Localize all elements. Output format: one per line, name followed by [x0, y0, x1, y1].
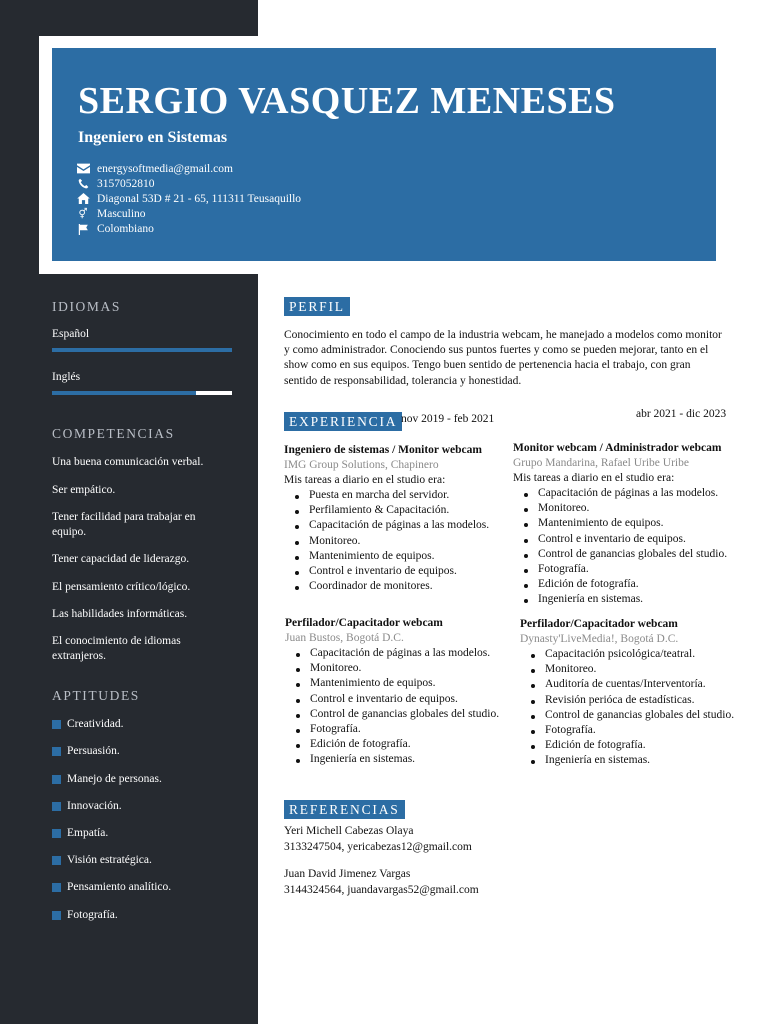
- job-description: Mis tareas a diario en el studio era:: [284, 474, 446, 486]
- home-icon: [76, 193, 90, 205]
- task-item: Ingeniería en sistemas.: [520, 753, 734, 768]
- aptitude-item: Visión estratégica.: [52, 854, 152, 866]
- reference-entry: [284, 867, 479, 898]
- reference-contact: 3144324564, juandavargas52@gmail.com: [284, 883, 479, 896]
- aptitude-item: Empatía.: [52, 827, 108, 839]
- reference-name: Yeri Michell Cabezas Olaya: [284, 825, 414, 837]
- task-item: Capacitación de páginas a las modelos.: [513, 486, 727, 501]
- task-item: Fotografía.: [520, 723, 734, 738]
- contact-text: Masculino: [97, 208, 146, 221]
- job-company: Dynasty'LiveMedia!, Bogotá D.C.: [520, 633, 679, 645]
- square-bullet-icon: [52, 720, 61, 729]
- job-title: Perfilador/Capacitador webcam: [520, 618, 678, 630]
- references-title: REFERENCIAS: [284, 800, 405, 819]
- languages-title: IDIOMAS: [52, 299, 121, 314]
- reference-contact: 3133247504, yericabezas12@gmail.com: [284, 840, 472, 853]
- language-level-bar: [52, 348, 232, 352]
- contact-list: [76, 161, 301, 237]
- job-role: Ingeniero en Sistemas: [78, 129, 228, 146]
- task-item: Edición de fotografía.: [513, 577, 727, 592]
- date-range: abr 2021 - dic 2023: [636, 408, 727, 420]
- header: [52, 48, 716, 261]
- date-range: nov 2019 - feb 2021: [401, 413, 495, 425]
- skills-title: COMPETENCIAS: [52, 426, 175, 441]
- task-item: Revisión perióca de estadísticas.: [520, 693, 734, 708]
- job-entry: [284, 442, 489, 594]
- skills-section: [52, 426, 175, 442]
- task-item: Control de ganancias globales del studio.: [285, 707, 499, 722]
- task-item: Monitoreo.: [285, 661, 499, 676]
- task-item: Capacitación de páginas a las modelos.: [284, 518, 489, 533]
- square-bullet-icon: [52, 883, 61, 892]
- aptitudes-section: [52, 688, 140, 704]
- skill-item: Las habilidades informáticas.: [52, 608, 188, 620]
- task-item: Fotografía.: [285, 722, 499, 737]
- task-item: Capacitación de páginas a las modelos.: [285, 646, 499, 661]
- flag-icon: [76, 223, 90, 235]
- task-item: Puesta en marcha del servidor.: [284, 488, 489, 503]
- job-description: Mis tareas a diario en el studio era:: [513, 472, 675, 484]
- job-company: Juan Bustos, Bogotá D.C.: [285, 632, 404, 644]
- aptitude-item: Pensamiento analítico.: [52, 881, 171, 893]
- contact-gender: [76, 207, 301, 222]
- contact-text: Diagonal 53D # 21 - 65, 111311 Teusaquillo: [97, 192, 302, 205]
- task-item: Ingeniería en sistemas.: [285, 752, 499, 767]
- contact-text: 3157052810: [97, 177, 155, 190]
- job-entry: [520, 616, 734, 769]
- square-bullet-icon: [52, 829, 61, 838]
- task-item: Auditoría de cuentas/Interventoría.: [520, 677, 734, 692]
- task-item: Edición de fotografía.: [520, 738, 734, 753]
- languages-section: [52, 299, 121, 315]
- task-item: Monitoreo.: [284, 534, 489, 549]
- aptitude-item: Innovación.: [52, 800, 122, 812]
- aptitude-item: Creatividad.: [52, 718, 124, 730]
- task-item: Ingeniería en sistemas.: [513, 592, 727, 607]
- contact-phone[interactable]: [76, 176, 301, 191]
- skill-item: El conocimiento de idiomas extranjeros.: [52, 635, 181, 662]
- experience-title: EXPERIENCIA: [284, 412, 402, 431]
- language-name: Inglés: [52, 371, 81, 383]
- profile-title: PERFIL: [284, 297, 350, 316]
- task-item: Mantenimiento de equipos.: [284, 549, 489, 564]
- job-title: Ingeniero de sistemas / Monitor webcam: [284, 444, 482, 456]
- task-list: [520, 647, 734, 769]
- skill-item: Ser empático.: [52, 484, 116, 496]
- aptitudes-title: APTITUDES: [52, 688, 140, 703]
- job-company: IMG Group Solutions, Chapinero: [284, 459, 439, 471]
- skill-item: Tener facilidad para trabajar en equipo.: [52, 511, 196, 538]
- task-list: [285, 646, 499, 768]
- task-item: Fotografía.: [513, 562, 727, 577]
- task-item: Control de ganancias globales del studio.: [513, 547, 727, 562]
- task-item: Edición de fotografía.: [285, 737, 499, 752]
- contact-text: Colombiano: [97, 223, 154, 236]
- task-item: Coordinador de monitores.: [284, 579, 489, 594]
- skill-item: El pensamiento crítico/lógico.: [52, 581, 191, 593]
- reference-entry: [284, 824, 472, 855]
- task-item: Mantenimiento de equipos.: [513, 516, 727, 531]
- task-item: Monitoreo.: [520, 662, 734, 677]
- job-entry: [285, 615, 499, 768]
- square-bullet-icon: [52, 747, 61, 756]
- aptitude-item: Manejo de personas.: [52, 773, 162, 785]
- task-list: [284, 488, 489, 594]
- task-item: Capacitación psicológica/teatral.: [520, 647, 734, 662]
- task-item: Control de ganancias globales del studio.: [520, 708, 734, 723]
- language-level-bar: [52, 391, 232, 395]
- job-title: Monitor webcam / Administrador webcam: [513, 442, 722, 454]
- task-item: Perfilamiento & Capacitación.: [284, 503, 489, 518]
- contact-text: energysoftmedia@gmail.com: [97, 162, 233, 175]
- aptitude-item: Fotografía.: [52, 909, 118, 921]
- job-title: Perfilador/Capacitador webcam: [285, 617, 443, 629]
- square-bullet-icon: [52, 911, 61, 920]
- full-name: SERGIO VASQUEZ MENESES: [78, 80, 616, 122]
- task-item: Mantenimiento de equipos.: [285, 676, 499, 691]
- language-name: Español: [52, 328, 90, 340]
- task-item: Control e inventario de equipos.: [513, 532, 727, 547]
- aptitude-item: Persuasión.: [52, 745, 120, 757]
- task-list: [513, 486, 727, 608]
- square-bullet-icon: [52, 856, 61, 865]
- contact-address: [76, 191, 301, 206]
- task-item: Control e inventario de equipos.: [284, 564, 489, 579]
- phone-icon: [76, 178, 90, 190]
- square-bullet-icon: [52, 802, 61, 811]
- contact-nationality: [76, 222, 301, 237]
- email-icon: [76, 163, 90, 175]
- reference-name: Juan David Jimenez Vargas: [284, 868, 411, 880]
- task-item: Control e inventario de equipos.: [285, 692, 499, 707]
- skill-item: Tener capacidad de liderazgo.: [52, 553, 190, 565]
- task-item: Monitoreo.: [513, 501, 727, 516]
- skill-item: Una buena comunicación verbal.: [52, 456, 204, 468]
- contact-email[interactable]: [76, 161, 301, 176]
- job-entry: [513, 440, 727, 608]
- job-company: Grupo Mandarina, Rafael Uribe Uribe: [513, 457, 689, 469]
- square-bullet-icon: [52, 775, 61, 784]
- gender-icon: ⚥: [78, 208, 88, 220]
- profile-text: Conocimiento en todo el campo de la industria webcam, he manejado a modelos como monitor y como administrador. Conociendo sus puntos fuertes y como se pueden mejorar, tanto en el show como en sus equipos. Tengo buen sentido de pertenencia hacia el trabajo, con gran sentido de responsabilidad, tolerancia y honestidad.: [284, 329, 722, 387]
